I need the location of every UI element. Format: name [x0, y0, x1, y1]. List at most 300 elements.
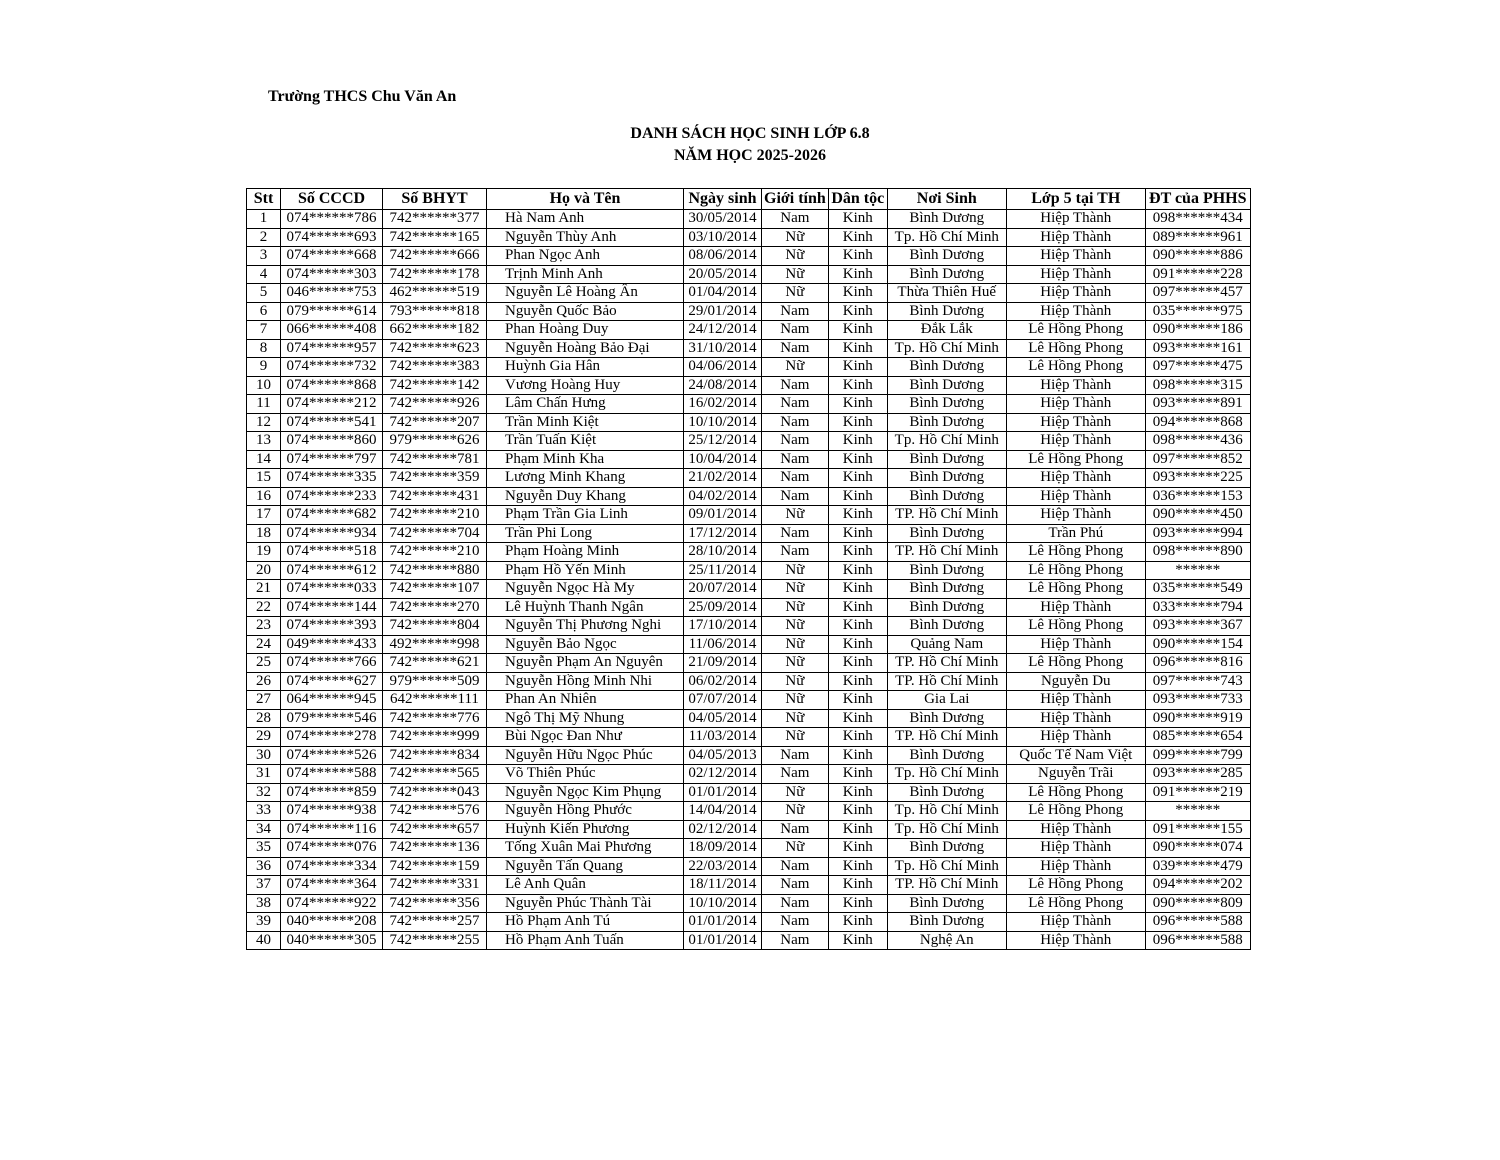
bhyt-cell: 742******210	[383, 506, 487, 525]
dob-cell: 07/07/2014	[684, 691, 762, 710]
stt-cell: 11	[247, 395, 281, 414]
name-cell: Nguyễn Tấn Quang	[487, 857, 684, 876]
table-row	[247, 931, 1251, 950]
table-row	[247, 746, 1251, 765]
table-row	[247, 506, 1251, 525]
parent-phone-cell: 098******434	[1145, 210, 1250, 229]
stt-cell: 31	[247, 765, 281, 784]
name-cell: Hà Nam Anh	[487, 210, 684, 229]
primary-school-cell: Hiệp Thành	[1006, 302, 1145, 321]
bhyt-cell: 742******270	[383, 598, 487, 617]
dob-cell: 25/12/2014	[684, 432, 762, 451]
table-row	[247, 469, 1251, 488]
parent-phone-cell: 089******961	[1145, 228, 1250, 247]
primary-school-cell: Trần Phú	[1006, 524, 1145, 543]
dob-cell: 28/10/2014	[684, 543, 762, 562]
table-row	[247, 450, 1251, 469]
dob-cell: 02/12/2014	[684, 820, 762, 839]
primary-school-cell: Hiệp Thành	[1006, 839, 1145, 858]
parent-phone-cell: 097******475	[1145, 358, 1250, 377]
cccd-cell: 079******546	[281, 709, 383, 728]
birthplace-cell: Bình Dương	[887, 580, 1006, 599]
gender-cell: Nam	[762, 210, 829, 229]
name-cell: Phạm Trần Gia Linh	[487, 506, 684, 525]
parent-phone-cell: 093******225	[1145, 469, 1250, 488]
gender-cell: Nữ	[762, 802, 829, 821]
stt-cell: 15	[247, 469, 281, 488]
primary-school-cell: Lê Hồng Phong	[1006, 450, 1145, 469]
birthplace-cell: Bình Dương	[887, 598, 1006, 617]
dob-cell: 21/02/2014	[684, 469, 762, 488]
name-cell: Nguyễn Phạm An Nguyên	[487, 654, 684, 673]
gender-cell: Nam	[762, 876, 829, 895]
stt-cell: 26	[247, 672, 281, 691]
name-cell: Nguyễn Bảo Ngọc	[487, 635, 684, 654]
col-header-dob: Ngày sinh	[684, 189, 762, 210]
dob-cell: 20/05/2014	[684, 265, 762, 284]
name-cell: Nguyễn Thị Phương Nghi	[487, 617, 684, 636]
stt-cell: 38	[247, 894, 281, 913]
bhyt-cell: 742******207	[383, 413, 487, 432]
ethnicity-cell: Kinh	[828, 487, 887, 506]
table-row	[247, 913, 1251, 932]
gender-cell: Nam	[762, 487, 829, 506]
parent-phone-cell: 085******654	[1145, 728, 1250, 747]
name-cell: Tống Xuân Mai Phương	[487, 839, 684, 858]
dob-cell: 24/12/2014	[684, 321, 762, 340]
birthplace-cell: TP. Hồ Chí Minh	[887, 506, 1006, 525]
ethnicity-cell: Kinh	[828, 228, 887, 247]
col-header-birthplace: Nơi Sinh	[887, 189, 1006, 210]
bhyt-cell: 742******576	[383, 802, 487, 821]
gender-cell: Nữ	[762, 654, 829, 673]
cccd-cell: 074******693	[281, 228, 383, 247]
birthplace-cell: Bình Dương	[887, 358, 1006, 377]
parent-phone-cell: 090******450	[1145, 506, 1250, 525]
bhyt-cell: 742******666	[383, 247, 487, 266]
birthplace-cell: Tp. Hồ Chí Minh	[887, 339, 1006, 358]
table-row	[247, 265, 1251, 284]
primary-school-cell: Lê Hồng Phong	[1006, 358, 1145, 377]
primary-school-cell: Lê Hồng Phong	[1006, 617, 1145, 636]
name-cell: Nguyễn Quốc Bảo	[487, 302, 684, 321]
stt-cell: 33	[247, 802, 281, 821]
dob-cell: 29/01/2014	[684, 302, 762, 321]
name-cell: Trần Phi Long	[487, 524, 684, 543]
table-row	[247, 413, 1251, 432]
bhyt-cell: 742******142	[383, 376, 487, 395]
name-cell: Hồ Phạm Anh Tuấn	[487, 931, 684, 950]
birthplace-cell: Tp. Hồ Chí Minh	[887, 228, 1006, 247]
stt-cell: 22	[247, 598, 281, 617]
ethnicity-cell: Kinh	[828, 469, 887, 488]
dob-cell: 06/02/2014	[684, 672, 762, 691]
stt-cell: 14	[247, 450, 281, 469]
col-header-stt: Stt	[247, 189, 281, 210]
ethnicity-cell: Kinh	[828, 654, 887, 673]
birthplace-cell: Thừa Thiên Huế	[887, 284, 1006, 303]
gender-cell: Nữ	[762, 247, 829, 266]
dob-cell: 04/02/2014	[684, 487, 762, 506]
table-row	[247, 728, 1251, 747]
bhyt-cell: 642******111	[383, 691, 487, 710]
dob-cell: 10/04/2014	[684, 450, 762, 469]
cccd-cell: 074******627	[281, 672, 383, 691]
ethnicity-cell: Kinh	[828, 284, 887, 303]
parent-phone-cell: 098******436	[1145, 432, 1250, 451]
ethnicity-cell: Kinh	[828, 783, 887, 802]
parent-phone-cell: 093******367	[1145, 617, 1250, 636]
table-row	[247, 857, 1251, 876]
cccd-cell: 074******233	[281, 487, 383, 506]
ethnicity-cell: Kinh	[828, 321, 887, 340]
stt-cell: 17	[247, 506, 281, 525]
ethnicity-cell: Kinh	[828, 709, 887, 728]
primary-school-cell: Nguyễn Trãi	[1006, 765, 1145, 784]
ethnicity-cell: Kinh	[828, 561, 887, 580]
gender-cell: Nam	[762, 931, 829, 950]
birthplace-cell: Bình Dương	[887, 783, 1006, 802]
parent-phone-cell: 091******155	[1145, 820, 1250, 839]
ethnicity-cell: Kinh	[828, 580, 887, 599]
ethnicity-cell: Kinh	[828, 913, 887, 932]
gender-cell: Nam	[762, 302, 829, 321]
ethnicity-cell: Kinh	[828, 339, 887, 358]
cccd-cell: 040******305	[281, 931, 383, 950]
birthplace-cell: Tp. Hồ Chí Minh	[887, 857, 1006, 876]
parent-phone-cell: 098******890	[1145, 543, 1250, 562]
parent-phone-cell: 093******994	[1145, 524, 1250, 543]
birthplace-cell: Bình Dương	[887, 617, 1006, 636]
name-cell: Võ Thiên Phúc	[487, 765, 684, 784]
stt-cell: 25	[247, 654, 281, 673]
cccd-cell: 074******868	[281, 376, 383, 395]
parent-phone-cell: 036******153	[1145, 487, 1250, 506]
parent-phone-cell: 090******154	[1145, 635, 1250, 654]
ethnicity-cell: Kinh	[828, 265, 887, 284]
bhyt-cell: 462******519	[383, 284, 487, 303]
bhyt-cell: 742******704	[383, 524, 487, 543]
stt-cell: 35	[247, 839, 281, 858]
dob-cell: 24/08/2014	[684, 376, 762, 395]
bhyt-cell: 742******804	[383, 617, 487, 636]
primary-school-cell: Hiệp Thành	[1006, 469, 1145, 488]
gender-cell: Nam	[762, 765, 829, 784]
cccd-cell: 074******278	[281, 728, 383, 747]
gender-cell: Nữ	[762, 284, 829, 303]
primary-school-cell: Hiệp Thành	[1006, 931, 1145, 950]
dob-cell: 02/12/2014	[684, 765, 762, 784]
bhyt-cell: 742******136	[383, 839, 487, 858]
name-cell: Trần Minh Kiệt	[487, 413, 684, 432]
gender-cell: Nữ	[762, 672, 829, 691]
primary-school-cell: Hiệp Thành	[1006, 376, 1145, 395]
primary-school-cell: Hiệp Thành	[1006, 820, 1145, 839]
table-row	[247, 802, 1251, 821]
birthplace-cell: Bình Dương	[887, 746, 1006, 765]
name-cell: Nguyễn Hoàng Bảo Đại	[487, 339, 684, 358]
primary-school-cell: Hiệp Thành	[1006, 432, 1145, 451]
table-row	[247, 839, 1251, 858]
primary-school-cell: Hiệp Thành	[1006, 857, 1145, 876]
dob-cell: 18/11/2014	[684, 876, 762, 895]
col-header-cccd: Số CCCD	[281, 189, 383, 210]
primary-school-cell: Hiệp Thành	[1006, 487, 1145, 506]
stt-cell: 23	[247, 617, 281, 636]
primary-school-cell: Hiệp Thành	[1006, 635, 1145, 654]
col-header-gender: Giới tính	[762, 189, 829, 210]
birthplace-cell: Gia Lai	[887, 691, 1006, 710]
gender-cell: Nữ	[762, 783, 829, 802]
name-cell: Nguyễn Ngọc Hà My	[487, 580, 684, 599]
parent-phone-cell: 090******074	[1145, 839, 1250, 858]
table-row	[247, 709, 1251, 728]
bhyt-cell: 662******182	[383, 321, 487, 340]
name-cell: Lê Anh Quân	[487, 876, 684, 895]
col-header-primary-school: Lớp 5 tại TH	[1006, 189, 1145, 210]
dob-cell: 21/09/2014	[684, 654, 762, 673]
birthplace-cell: Bình Dương	[887, 524, 1006, 543]
birthplace-cell: Bình Dương	[887, 894, 1006, 913]
birthplace-cell: TP. Hồ Chí Minh	[887, 543, 1006, 562]
parent-phone-cell: 035******549	[1145, 580, 1250, 599]
parent-phone-cell: 091******228	[1145, 265, 1250, 284]
bhyt-cell: 742******383	[383, 358, 487, 377]
stt-cell: 12	[247, 413, 281, 432]
gender-cell: Nam	[762, 450, 829, 469]
table-row	[247, 672, 1251, 691]
table-row	[247, 617, 1251, 636]
table-row	[247, 395, 1251, 414]
birthplace-cell: Quảng Nam	[887, 635, 1006, 654]
parent-phone-cell: 097******457	[1145, 284, 1250, 303]
bhyt-cell: 742******926	[383, 395, 487, 414]
name-cell: Phan An Nhiên	[487, 691, 684, 710]
ethnicity-cell: Kinh	[828, 802, 887, 821]
bhyt-cell: 742******257	[383, 913, 487, 932]
cccd-cell: 074******526	[281, 746, 383, 765]
cccd-cell: 074******860	[281, 432, 383, 451]
gender-cell: Nam	[762, 321, 829, 340]
name-cell: Nguyễn Hữu Ngọc Phúc	[487, 746, 684, 765]
table-body	[247, 210, 1251, 950]
parent-phone-cell: 096******588	[1145, 913, 1250, 932]
table-row	[247, 635, 1251, 654]
name-cell: Nguyễn Thùy Anh	[487, 228, 684, 247]
ethnicity-cell: Kinh	[828, 302, 887, 321]
ethnicity-cell: Kinh	[828, 931, 887, 950]
gender-cell: Nam	[762, 820, 829, 839]
col-header-bhyt: Số BHYT	[383, 189, 487, 210]
primary-school-cell: Lê Hồng Phong	[1006, 802, 1145, 821]
bhyt-cell: 742******331	[383, 876, 487, 895]
cccd-cell: 074******334	[281, 857, 383, 876]
birthplace-cell: TP. Hồ Chí Minh	[887, 876, 1006, 895]
parent-phone-cell: 090******919	[1145, 709, 1250, 728]
birthplace-cell: Nghệ An	[887, 931, 1006, 950]
dob-cell: 04/06/2014	[684, 358, 762, 377]
table-row	[247, 561, 1251, 580]
cccd-cell: 074******732	[281, 358, 383, 377]
birthplace-cell: Bình Dương	[887, 210, 1006, 229]
name-cell: Nguyễn Duy Khang	[487, 487, 684, 506]
dob-cell: 01/01/2014	[684, 913, 762, 932]
gender-cell: Nữ	[762, 358, 829, 377]
student-table	[246, 188, 1251, 950]
name-cell: Nguyễn Lê Hoàng Ân	[487, 284, 684, 303]
ethnicity-cell: Kinh	[828, 413, 887, 432]
primary-school-cell: Hiệp Thành	[1006, 210, 1145, 229]
parent-phone-cell: 090******886	[1145, 247, 1250, 266]
birthplace-cell: Bình Dương	[887, 265, 1006, 284]
table-row	[247, 598, 1251, 617]
table-row	[247, 765, 1251, 784]
dob-cell: 30/05/2014	[684, 210, 762, 229]
table-row	[247, 247, 1251, 266]
gender-cell: Nữ	[762, 580, 829, 599]
gender-cell: Nam	[762, 524, 829, 543]
name-cell: Phạm Hồ Yến Minh	[487, 561, 684, 580]
ethnicity-cell: Kinh	[828, 728, 887, 747]
stt-cell: 39	[247, 913, 281, 932]
bhyt-cell: 742******043	[383, 783, 487, 802]
gender-cell: Nữ	[762, 691, 829, 710]
ethnicity-cell: Kinh	[828, 210, 887, 229]
ethnicity-cell: Kinh	[828, 876, 887, 895]
parent-phone-cell: 097******743	[1145, 672, 1250, 691]
cccd-cell: 066******408	[281, 321, 383, 340]
bhyt-cell: 742******107	[383, 580, 487, 599]
gender-cell: Nam	[762, 432, 829, 451]
primary-school-cell: Hiệp Thành	[1006, 247, 1145, 266]
stt-cell: 19	[247, 543, 281, 562]
parent-phone-cell: 099******799	[1145, 746, 1250, 765]
birthplace-cell: Bình Dương	[887, 469, 1006, 488]
stt-cell: 40	[247, 931, 281, 950]
primary-school-cell: Lê Hồng Phong	[1006, 339, 1145, 358]
birthplace-cell: Tp. Hồ Chí Minh	[887, 820, 1006, 839]
dob-cell: 18/09/2014	[684, 839, 762, 858]
bhyt-cell: 793******818	[383, 302, 487, 321]
cccd-cell: 046******753	[281, 284, 383, 303]
bhyt-cell: 742******210	[383, 543, 487, 562]
table-row	[247, 876, 1251, 895]
cccd-cell: 074******859	[281, 783, 383, 802]
name-cell: Vương Hoàng Huy	[487, 376, 684, 395]
stt-cell: 20	[247, 561, 281, 580]
birthplace-cell: TP. Hồ Chí Minh	[887, 728, 1006, 747]
cccd-cell: 074******786	[281, 210, 383, 229]
ethnicity-cell: Kinh	[828, 894, 887, 913]
name-cell: Lê Huỳnh Thanh Ngân	[487, 598, 684, 617]
cccd-cell: 074******364	[281, 876, 383, 895]
gender-cell: Nữ	[762, 617, 829, 636]
col-header-parent-phone: ĐT của PHHS	[1145, 189, 1250, 210]
name-cell: Phạm Minh Kha	[487, 450, 684, 469]
ethnicity-cell: Kinh	[828, 857, 887, 876]
cccd-cell: 074******518	[281, 543, 383, 562]
dob-cell: 01/01/2014	[684, 931, 762, 950]
stt-cell: 21	[247, 580, 281, 599]
primary-school-cell: Hiệp Thành	[1006, 728, 1145, 747]
bhyt-cell: 492******998	[383, 635, 487, 654]
table-row	[247, 358, 1251, 377]
primary-school-cell: Lê Hồng Phong	[1006, 561, 1145, 580]
table-row	[247, 210, 1251, 229]
name-cell: Ngô Thị Mỹ Nhung	[487, 709, 684, 728]
ethnicity-cell: Kinh	[828, 635, 887, 654]
name-cell: Huỳnh Kiến Phương	[487, 820, 684, 839]
ethnicity-cell: Kinh	[828, 432, 887, 451]
cccd-cell: 040******208	[281, 913, 383, 932]
ethnicity-cell: Kinh	[828, 450, 887, 469]
bhyt-cell: 742******359	[383, 469, 487, 488]
birthplace-cell: Bình Dương	[887, 561, 1006, 580]
dob-cell: 11/03/2014	[684, 728, 762, 747]
table-row	[247, 524, 1251, 543]
stt-cell: 32	[247, 783, 281, 802]
gender-cell: Nữ	[762, 709, 829, 728]
school-year: NĂM HỌC 2025-2026	[674, 147, 826, 164]
primary-school-cell: Hiệp Thành	[1006, 506, 1145, 525]
cccd-cell: 074******303	[281, 265, 383, 284]
bhyt-cell: 742******623	[383, 339, 487, 358]
primary-school-cell: Lê Hồng Phong	[1006, 580, 1145, 599]
stt-cell: 1	[247, 210, 281, 229]
parent-phone-cell: 090******186	[1145, 321, 1250, 340]
parent-phone-cell: 096******816	[1145, 654, 1250, 673]
birthplace-cell: TP. Hồ Chí Minh	[887, 672, 1006, 691]
dob-cell: 01/01/2014	[684, 783, 762, 802]
primary-school-cell: Hiệp Thành	[1006, 913, 1145, 932]
bhyt-cell: 742******880	[383, 561, 487, 580]
birthplace-cell: Bình Dương	[887, 487, 1006, 506]
gender-cell: Nữ	[762, 506, 829, 525]
name-cell: Trần Tuấn Kiệt	[487, 432, 684, 451]
table-row	[247, 376, 1251, 395]
dob-cell: 10/10/2014	[684, 894, 762, 913]
dob-cell: 31/10/2014	[684, 339, 762, 358]
dob-cell: 20/07/2014	[684, 580, 762, 599]
stt-cell: 9	[247, 358, 281, 377]
dob-cell: 17/10/2014	[684, 617, 762, 636]
gender-cell: Nữ	[762, 265, 829, 284]
primary-school-cell: Lê Hồng Phong	[1006, 876, 1145, 895]
cccd-cell: 074******682	[281, 506, 383, 525]
parent-phone-cell: 096******588	[1145, 931, 1250, 950]
gender-cell: Nữ	[762, 839, 829, 858]
parent-phone-cell: 094******868	[1145, 413, 1250, 432]
cccd-cell: 074******116	[281, 820, 383, 839]
gender-cell: Nam	[762, 894, 829, 913]
cccd-cell: 079******614	[281, 302, 383, 321]
gender-cell: Nữ	[762, 728, 829, 747]
bhyt-cell: 979******509	[383, 672, 487, 691]
table-row	[247, 284, 1251, 303]
table-row	[247, 820, 1251, 839]
name-cell: Huỳnh Gia Hân	[487, 358, 684, 377]
ethnicity-cell: Kinh	[828, 395, 887, 414]
birthplace-cell: Tp. Hồ Chí Minh	[887, 802, 1006, 821]
ethnicity-cell: Kinh	[828, 672, 887, 691]
cccd-cell: 074******144	[281, 598, 383, 617]
name-cell: Nguyễn Hồng Minh Nhi	[487, 672, 684, 691]
stt-cell: 28	[247, 709, 281, 728]
ethnicity-cell: Kinh	[828, 820, 887, 839]
dob-cell: 25/09/2014	[684, 598, 762, 617]
primary-school-cell: Hiệp Thành	[1006, 413, 1145, 432]
cccd-cell: 074******938	[281, 802, 383, 821]
